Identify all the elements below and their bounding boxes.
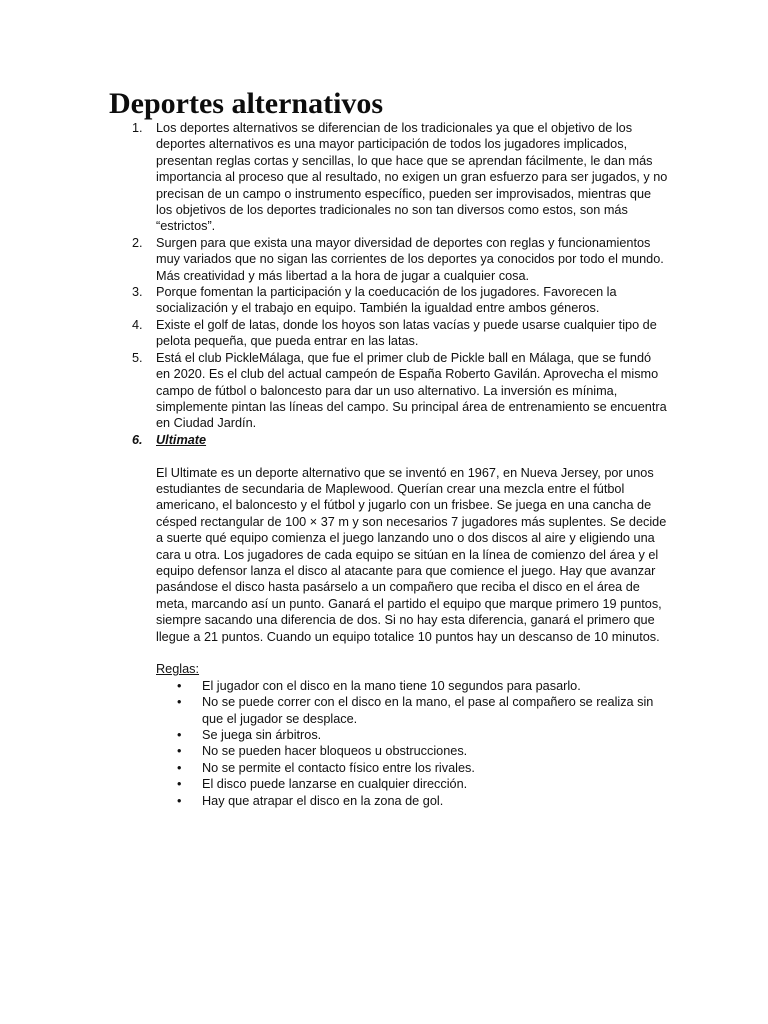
item-number: 3. [132, 285, 143, 300]
item-number: 2. [132, 235, 143, 250]
rule-item [156, 694, 668, 727]
rules-list [156, 678, 668, 809]
rule-item [156, 678, 668, 694]
blank-line [156, 645, 668, 661]
item-text: Existe el golf de latas, donde los hoyos son latas vacías y puede usarse cualquier tipo de pelota pequeña, que pueda entrar en las latas. [156, 317, 657, 349]
list-item-ultimate [108, 432, 668, 809]
rule-text: No se pueden hacer bloqueos u obstrucciones. [202, 744, 468, 759]
rule-item [156, 727, 668, 743]
bullet-icon: • [177, 728, 182, 742]
bullet-icon: • [177, 744, 182, 759]
item-text: Está el club PickleMálaga, que fue el primer club de Pickle ball en Málaga, que se fundó en 2020. Es el club del actual campeón de España Roberto Gavilán. Aprovecha el mismo campo de fútbol o baloncesto para dar un uso alternativo. La inversión es mínima, simplemente pintan las líneas del campo. Su principal área de entrenamiento se encuentra en Ciudad Jardín. [156, 350, 667, 431]
bullet-icon: • [177, 695, 182, 710]
document-title: Deportes alternativos [109, 87, 384, 120]
list-item [108, 350, 668, 432]
list-item [108, 120, 668, 235]
list-item [108, 284, 668, 317]
bullet-icon: • [177, 760, 182, 775]
bullet-icon: • [177, 678, 182, 693]
blank-line [156, 448, 668, 464]
item-text: Surgen para que exista una mayor diversidad de deportes con reglas y funcionamientos muy variados que no sigan las corrientes de los deportes ya conocidos por todo el mundo. Más creatividad y más libertad a la hora de jugar a cualquier cosa. [156, 235, 664, 283]
rule-text: El jugador con el disco en la mano tiene 10 segundos para pasarlo. [202, 678, 581, 693]
item-number: 5. [132, 350, 143, 365]
rule-text: No se puede correr con el disco en la mano, el pase al compañero se realiza sin que el jugador se desplace. [202, 695, 654, 726]
bullet-icon: • [177, 777, 182, 792]
item-text: Porque fomentan la participación y la coeducación de los jugadores. Favorecen la socialización y el trabajo en equipo. También la igualdad entre ambos géneros. [156, 285, 617, 316]
rule-item [156, 776, 668, 792]
rule-item [156, 793, 668, 809]
item-text: Los deportes alternativos se diferencian de los tradicionales ya que el objetivo de los deportes alternativos es una mayor participación de todos los jugadores implicados, presentan reglas cortas y sencillas, lo que hace que se aprendan fácilmente, le dan más importancia al proceso que al resultado, no exigen un gran esfuerzo para ser jugados, y no precisan de un campo o instrumento específico, pueden ser improvisados, mientras que los objetivos de los deportes tradicionales no son tan diversos como estos, son más “estrictos”. [156, 121, 668, 234]
rule-text: Se juega sin árbitros. [202, 728, 322, 742]
rule-text: No se permite el contacto físico entre los rivales. [202, 760, 475, 775]
answers-list [108, 120, 668, 809]
list-item [108, 235, 668, 284]
list-item [108, 317, 668, 350]
rule-text: Hay que atrapar el disco en la zona de gol. [202, 793, 444, 808]
rule-text: El disco puede lanzarse en cualquier dirección. [202, 777, 468, 792]
ultimate-heading: Ultimate [156, 432, 207, 447]
rule-item [156, 743, 668, 759]
item-number: 1. [132, 121, 143, 135]
item-number: 6. [132, 432, 143, 447]
ultimate-paragraph: El Ultimate es un deporte alternativo que se inventó en 1967, en Nueva Jersey, por unos estudiantes de secundaria de Maplewood. Querían crear una mezcla entre el fútbol americano, el baloncesto y el fútbol y jugarlo con un frisbee. Se juega en una cancha de césped rectangular de 100 × 37 m y son necesarios 7 jugadores más suplentes. Se decide a suerte qué equipo comienza el juego lanzando uno o dos discos al aire y eligiendo una cara u otra. Los jugadores de cada equipo se sitúan en la línea de comienzo del área y el equipo defensor lanza el disco al atacante para que comience el juego. Hay que avanzar pasándose el disco hasta pasárselo a un compañero que reciba el disco en el área de meta, marcando así un punto. Ganará el partido el equipo que marque primero 19 puntos, siempre sacando una diferencia de dos. Si no hay esta diferencia, ganará el primero que llegue a 21 puntos. Cuando un equipo totalice 10 puntos hay un descanso de 10 minutos. [156, 465, 667, 644]
rule-item [156, 760, 668, 776]
bullet-icon: • [177, 793, 182, 808]
item-number: 4. [132, 317, 143, 332]
rules-label: Reglas: [156, 662, 200, 677]
